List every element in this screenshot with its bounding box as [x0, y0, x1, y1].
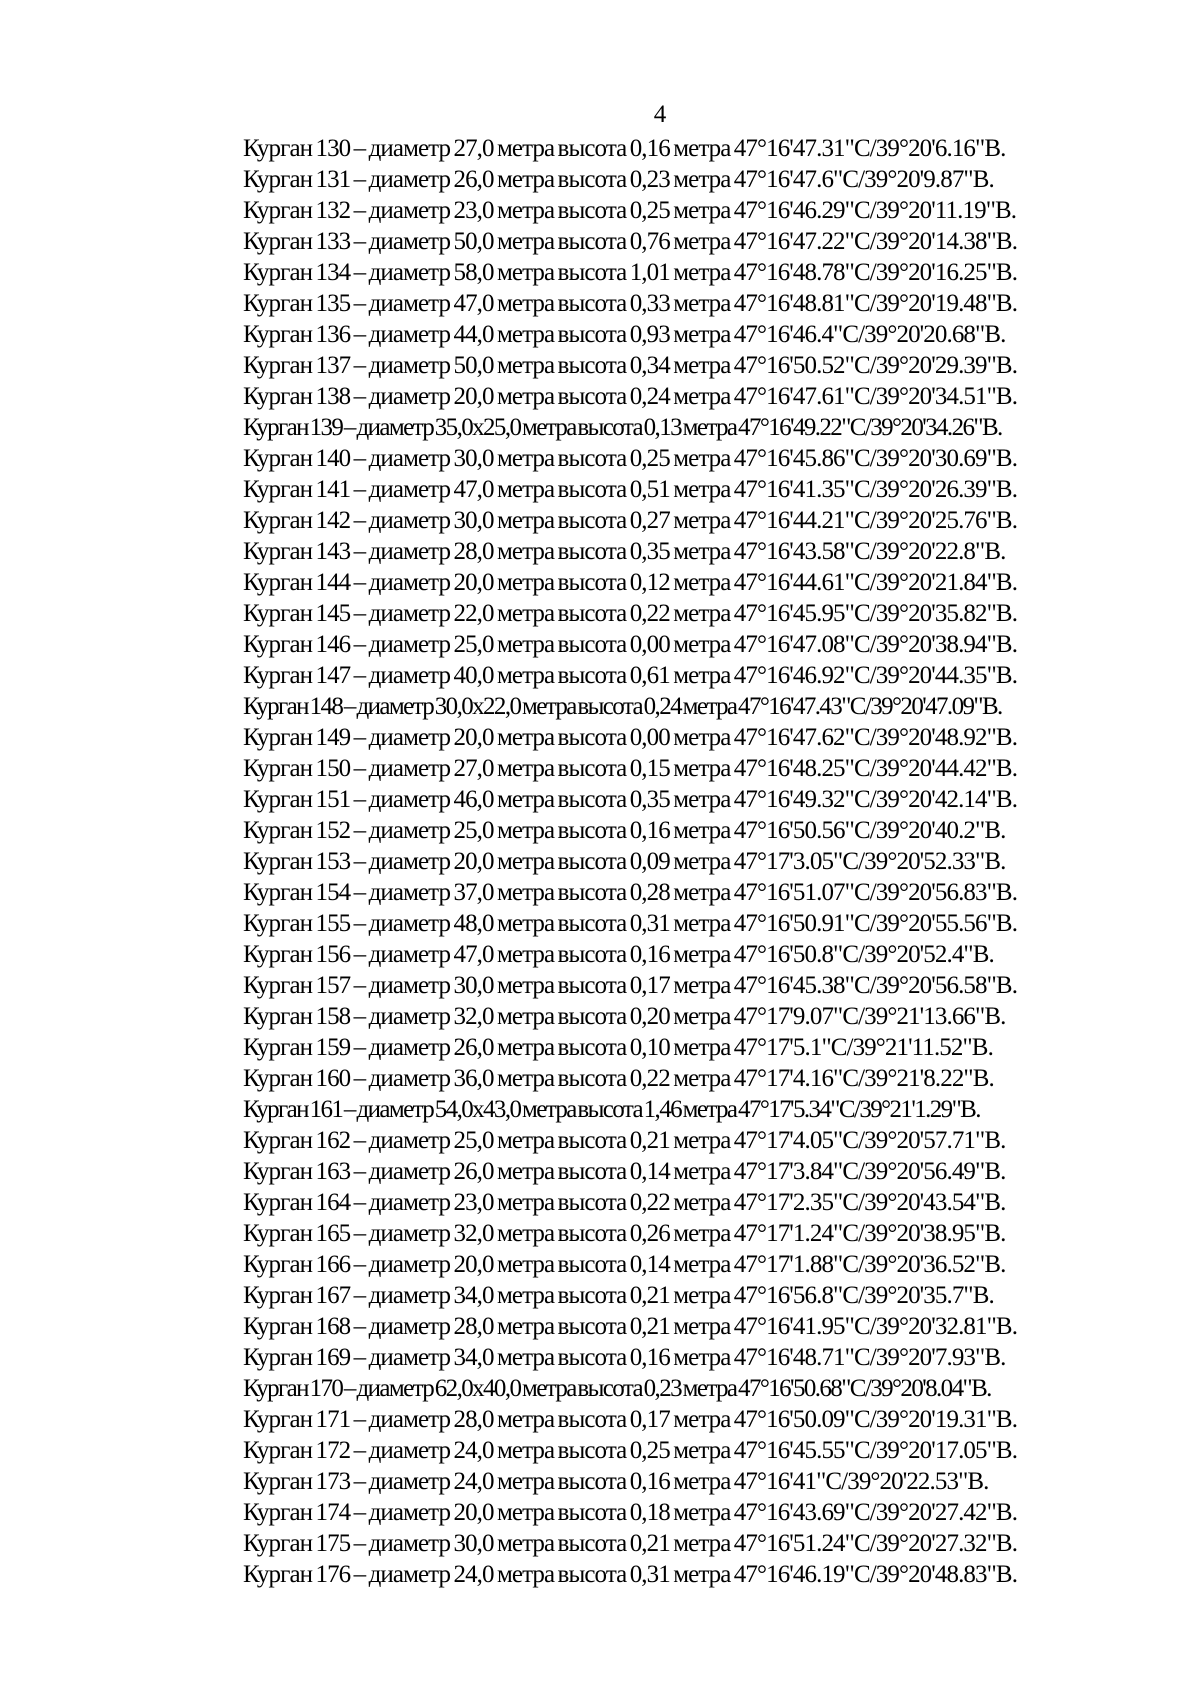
list-item: Курган 175 – диаметр 30,0 метра высота 0,21 метра 47°16'51.24"С/39°20'27.32"В. [243, 1530, 1018, 1557]
list-item: Курган 150 – диаметр 27,0 метра высота 0,15 метра 47°16'48.25"С/39°20'44.42"В. [243, 755, 1018, 782]
list-item: Курган 162 – диаметр 25,0 метра высота 0,21 метра 47°17'4.05"С/39°20'57.71"В. [243, 1127, 1006, 1154]
list-item: Курган 146 – диаметр 25,0 метра высота 0,00 метра 47°16'47.08"С/39°20'38.94"В. [243, 631, 1018, 658]
list-item: Курган 135 – диаметр 47,0 метра высота 0,33 метра 47°16'48.81"С/39°20'19.48"В. [243, 290, 1018, 317]
list-item: Курган 169 – диаметр 34,0 метра высота 0,16 метра 47°16'48.71"С/39°20'7.93"В. [243, 1344, 1006, 1371]
list-item: Курган 151 – диаметр 46,0 метра высота 0,35 метра 47°16'49.32"С/39°20'42.14"В. [243, 786, 1018, 813]
list-item: Курган 173 – диаметр 24,0 метра высота 0,16 метра 47°16'41"С/39°20'22.53"В. [243, 1468, 989, 1495]
list-item: Курган 136 – диаметр 44,0 метра высота 0,93 метра 47°16'46.4"С/39°20'20.68"В. [243, 321, 1006, 348]
list-item: Курган 143 – диаметр 28,0 метра высота 0,35 метра 47°16'43.58"С/39°20'22.8"В. [243, 538, 1006, 565]
list-item: Курган 170 – диаметр 62,0x40,0 метра высота 0,23 метра 47°16'50.68"С/39°20'8.04"В. [243, 1375, 991, 1402]
list-item: Курган 171 – диаметр 28,0 метра высота 0,17 метра 47°16'50.09"С/39°20'19.31"В. [243, 1406, 1018, 1433]
page-number: 4 [653, 101, 667, 128]
list-item: Курган 137 – диаметр 50,0 метра высота 0,34 метра 47°16'50.52"С/39°20'29.39"В. [243, 352, 1018, 379]
list-item: Курган 166 – диаметр 20,0 метра высота 0,14 метра 47°17'1.88"С/39°20'36.52"В. [243, 1251, 1006, 1278]
list-item: Курган 139 – диаметр 35,0x25,0 метра высота 0,13 метра 47°16'49.22"С/39°20'34.26"В. [243, 414, 1002, 441]
list-item: Курган 159 – диаметр 26,0 метра высота 0,10 метра 47°17'5.1"С/39°21'11.52"В. [243, 1034, 993, 1061]
list-item: Курган 149 – диаметр 20,0 метра высота 0,00 метра 47°16'47.62"С/39°20'48.92"В. [243, 724, 1018, 751]
list-item: Курган 152 – диаметр 25,0 метра высота 0,16 метра 47°16'50.56"С/39°20'40.2"В. [243, 817, 1006, 844]
list-item: Курган 154 – диаметр 37,0 метра высота 0,28 метра 47°16'51.07"С/39°20'56.83"В. [243, 879, 1018, 906]
list-item: Курган 160 – диаметр 36,0 метра высота 0,22 метра 47°17'4.16"С/39°21'8.22"В. [243, 1065, 994, 1092]
list-item: Курган 142 – диаметр 30,0 метра высота 0,27 метра 47°16'44.21"С/39°20'25.76"В. [243, 507, 1018, 534]
list-item: Курган 164 – диаметр 23,0 метра высота 0,22 метра 47°17'2.35"С/39°20'43.54"В. [243, 1189, 1006, 1216]
list-item: Курган 161 – диаметр 54,0x43,0 метра высота 1,46 метра 47°17'5.34"С/39°21'1.29"В. [243, 1096, 980, 1123]
list-item: Курган 140 – диаметр 30,0 метра высота 0,25 метра 47°16'45.86"С/39°20'30.69"В. [243, 445, 1018, 472]
list-item: Курган 172 – диаметр 24,0 метра высота 0,25 метра 47°16'45.55"С/39°20'17.05"В. [243, 1437, 1018, 1464]
list-item: Курган 153 – диаметр 20,0 метра высота 0,09 метра 47°17'3.05"С/39°20'52.33"В. [243, 848, 1006, 875]
list-item: Курган 141 – диаметр 47,0 метра высота 0,51 метра 47°16'41.35"С/39°20'26.39"В. [243, 476, 1018, 503]
list-item: Курган 155 – диаметр 48,0 метра высота 0,31 метра 47°16'50.91"С/39°20'55.56"В. [243, 910, 1018, 937]
list-item: Курган 138 – диаметр 20,0 метра высота 0,24 метра 47°16'47.61"С/39°20'34.51"В. [243, 383, 1018, 410]
list-item: Курган 133 – диаметр 50,0 метра высота 0,76 метра 47°16'47.22"С/39°20'14.38"В. [243, 228, 1018, 255]
list-item: Курган 158 – диаметр 32,0 метра высота 0,20 метра 47°17'9.07"С/39°21'13.66"В. [243, 1003, 1006, 1030]
list-item: Курган 163 – диаметр 26,0 метра высота 0,14 метра 47°17'3.84"С/39°20'56.49"В. [243, 1158, 1006, 1185]
list-item: Курган 174 – диаметр 20,0 метра высота 0,18 метра 47°16'43.69"С/39°20'27.42"В. [243, 1499, 1018, 1526]
list-item: Курган 176 – диаметр 24,0 метра высота 0,31 метра 47°16'46.19"С/39°20'48.83"В. [243, 1561, 1018, 1588]
list-item: Курган 132 – диаметр 23,0 метра высота 0,25 метра 47°16'46.29"С/39°20'11.19"В. [243, 197, 1017, 224]
list-item: Курган 156 – диаметр 47,0 метра высота 0,16 метра 47°16'50.8"С/39°20'52.4"В. [243, 941, 994, 968]
list-item: Курган 148 – диаметр 30,0x22,0 метра высота 0,24 метра 47°16'47.43"С/39°20'47.09"В. [243, 693, 1002, 720]
list-item: Курган 144 – диаметр 20,0 метра высота 0,12 метра 47°16'44.61"С/39°20'21.84"В. [243, 569, 1018, 596]
list-item: Курган 168 – диаметр 28,0 метра высота 0,21 метра 47°16'41.95"С/39°20'32.81"В. [243, 1313, 1018, 1340]
list-item: Курган 165 – диаметр 32,0 метра высота 0,26 метра 47°17'1.24"С/39°20'38.95"В. [243, 1220, 1006, 1247]
list-item: Курган 131 – диаметр 26,0 метра высота 0,23 метра 47°16'47.6"С/39°20'9.87"В. [243, 166, 994, 193]
list-item: Курган 147 – диаметр 40,0 метра высота 0,61 метра 47°16'46.92"С/39°20'44.35"В. [243, 662, 1018, 689]
list-item: Курган 167 – диаметр 34,0 метра высота 0,21 метра 47°16'56.8"С/39°20'35.7"В. [243, 1282, 994, 1309]
list-item: Курган 157 – диаметр 30,0 метра высота 0,17 метра 47°16'45.38"С/39°20'56.58"В. [243, 972, 1018, 999]
list-item: Курган 145 – диаметр 22,0 метра высота 0,22 метра 47°16'45.95"С/39°20'35.82"В. [243, 600, 1018, 627]
kurgan-list [243, 133, 1017, 1590]
list-item: Курган 134 – диаметр 58,0 метра высота 1,01 метра 47°16'48.78"С/39°20'16.25"В. [243, 259, 1018, 286]
list-item: Курган 130 – диаметр 27,0 метра высота 0,16 метра 47°16'47.31"С/39°20'6.16"В. [243, 135, 1006, 162]
